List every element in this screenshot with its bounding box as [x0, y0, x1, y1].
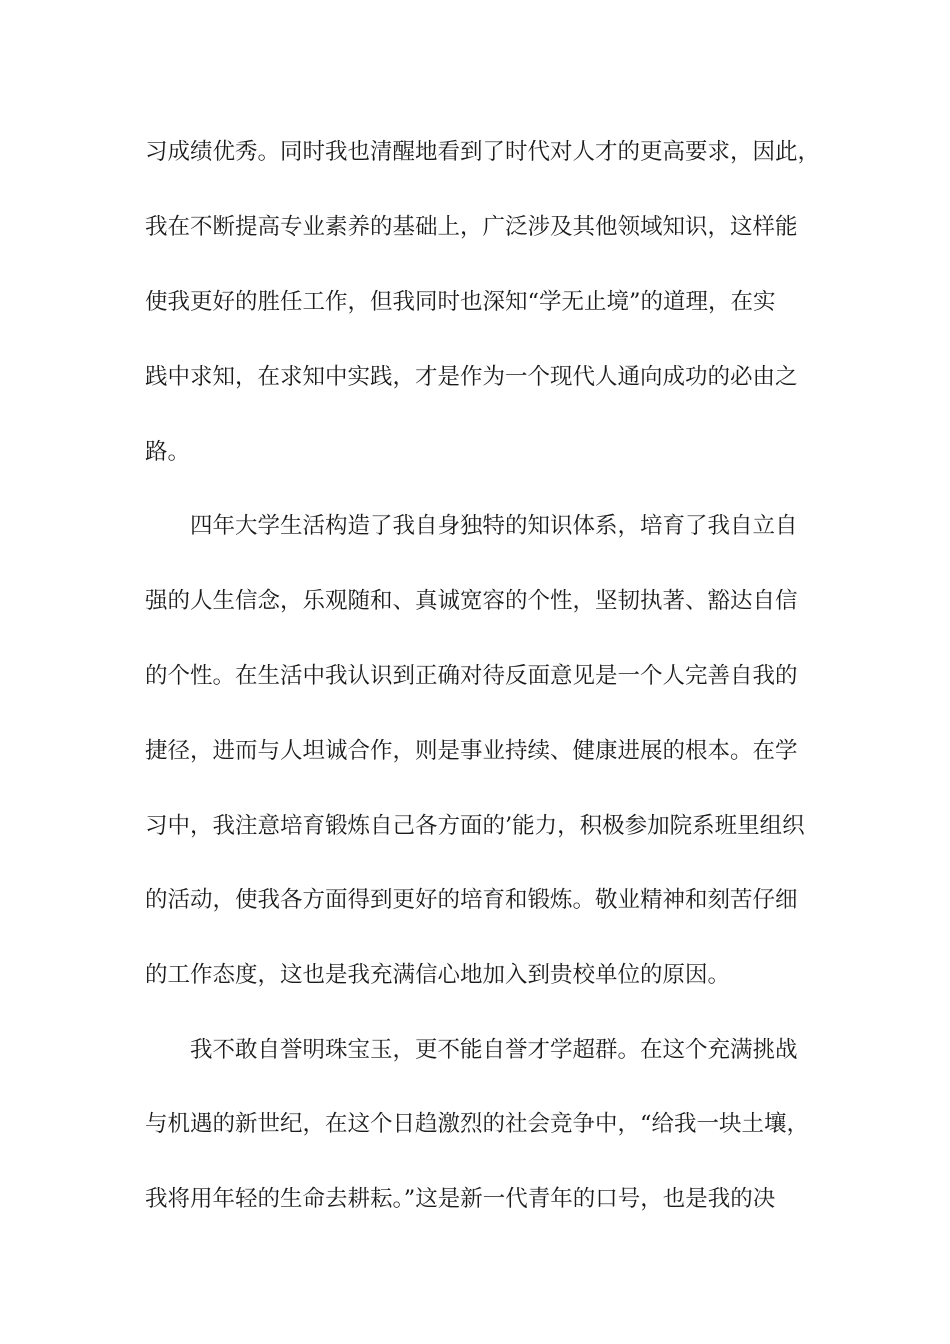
text-line: 习成绩优秀。同时我也清醒地看到了时代对人才的更高要求，因此，: [145, 139, 821, 165]
text-line: 习中，我注意培育锻炼自己各方面的’能力，积极参加院系班里组织: [145, 813, 805, 839]
paragraph-first-line: 我不敢自誉明珠宝玉，更不能自誉才学超群。在这个充满挑战: [190, 1037, 798, 1063]
text-line: 强的人生信念，乐观随和、真诚宽容的个性，坚韧执著、豁达自信: [145, 588, 798, 614]
text-line: 的个性。在生活中我认识到正确对待反面意见是一个人完善自我的: [145, 663, 798, 689]
text-line: 使我更好的胜任工作，但我同时也深知“学无止境”的道理，在实: [145, 289, 776, 315]
text-line: 与机遇的新世纪，在这个日趋激烈的社会竞争中，“给我一块土壤，: [145, 1111, 810, 1137]
text-line: 路。: [145, 439, 191, 465]
text-line: 捷径，进而与人坦诚合作，则是事业持续、健康进展的根本。在学: [145, 738, 798, 764]
paragraph-first-line: 四年大学生活构造了我自身独特的知识体系，培育了我自立自: [190, 513, 798, 539]
text-line: 践中求知，在求知中实践，才是作为一个现代人通向成功的必由之: [145, 364, 798, 390]
text-line: 我将用年轻的生命去耕耘。”这是新一代青年的口号，也是我的决: [145, 1186, 776, 1212]
text-line: 的活动，使我各方面得到更好的培育和锻炼。敬业精神和刻苦仔细: [145, 887, 798, 913]
text-line: 我在不断提高专业素养的基础上，广泛涉及其他领域知识，这样能: [145, 214, 798, 240]
text-line: 的工作态度，这也是我充满信心地加入到贵校单位的原因。: [145, 962, 731, 988]
